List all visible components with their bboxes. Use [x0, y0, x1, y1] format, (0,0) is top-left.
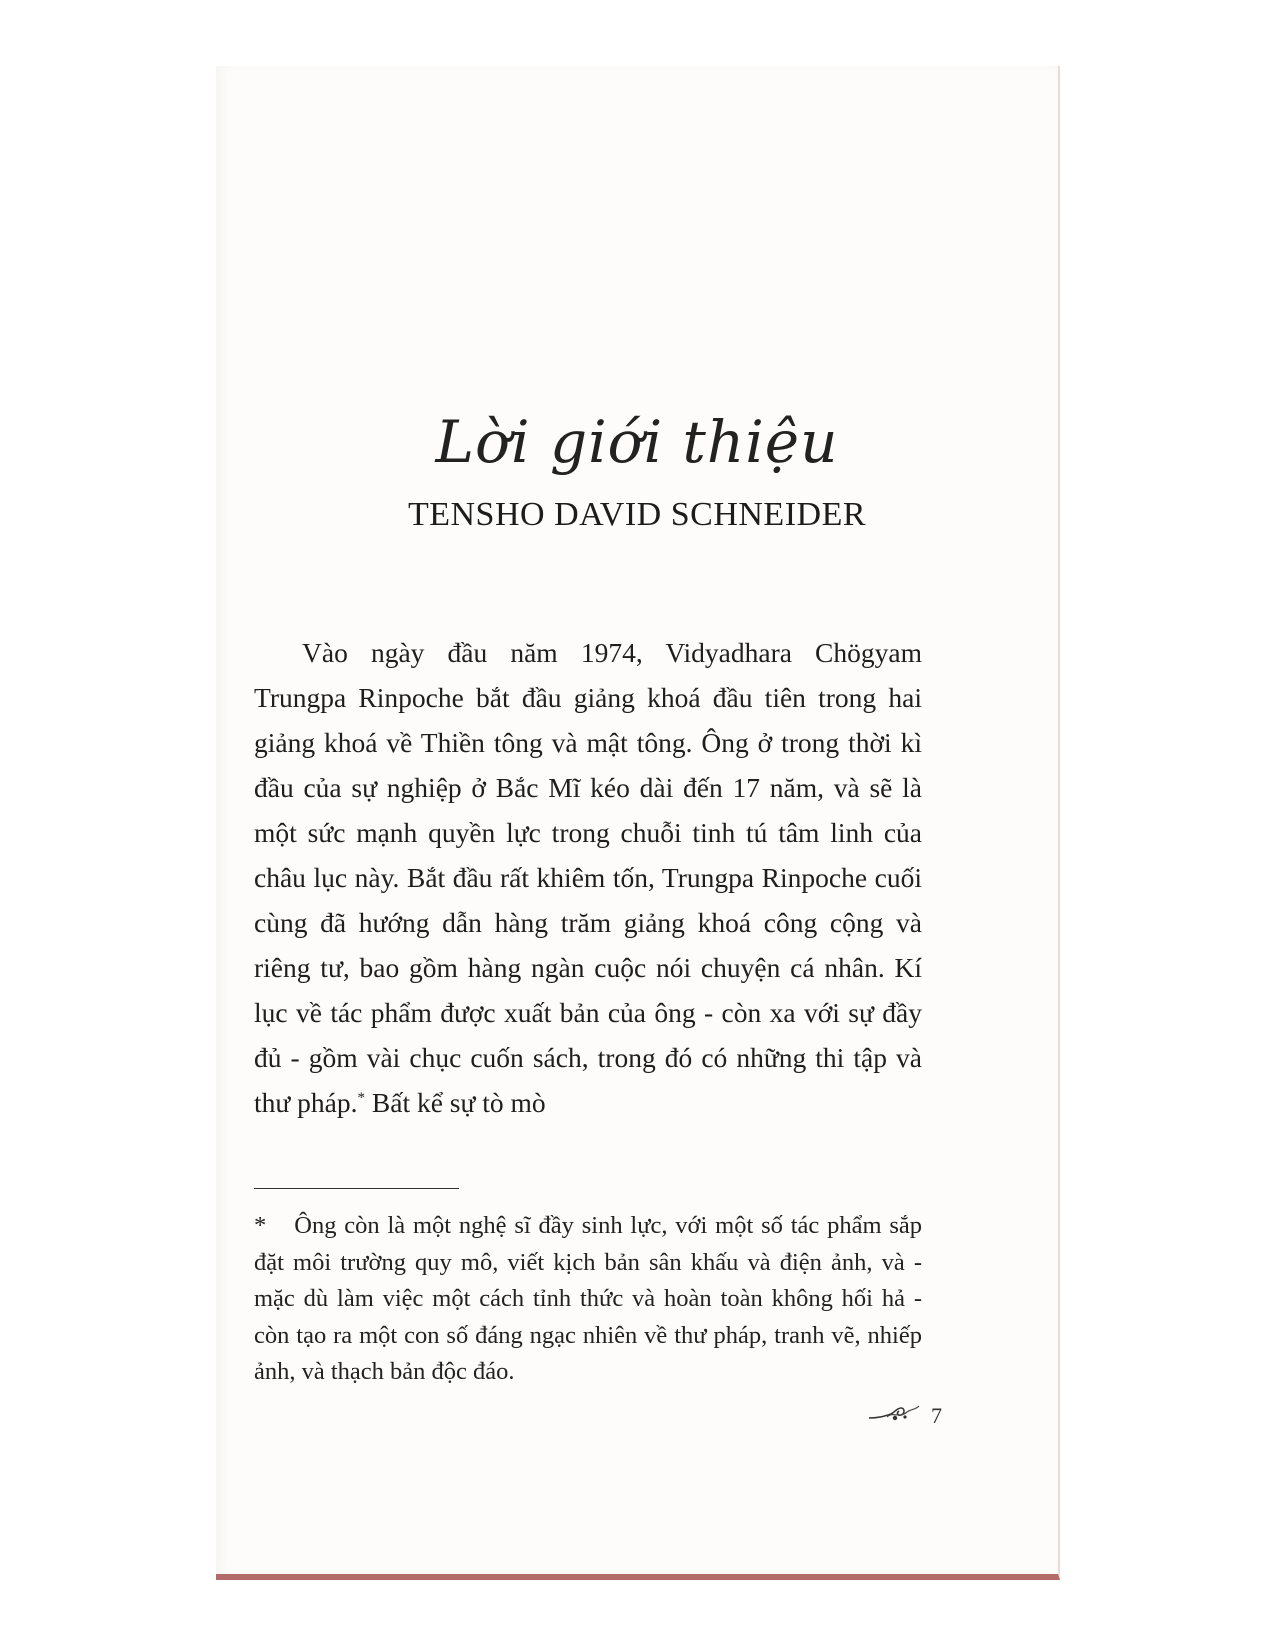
footnote-text: Ông còn là một nghệ sĩ đầy sinh lực, với một số tác phẩm sắp đặt môi trường quy mô, viết kịch bản sân khấu và điện ảnh, và - mặc dù làm việc một cách tỉnh thức và hoàn toàn không hối hả - còn tạo ra một con số đáng ngạc nhiên về thư pháp, tranh vẽ, nhiếp ảnh, và thạch bản độc đáo. [254, 1212, 922, 1385]
chapter-title: Lời giới thiệu [435, 408, 839, 476]
flourish-ornament-icon [867, 1402, 925, 1429]
body-continuation-text: Bất kể sự tò mò [371, 1087, 546, 1118]
footnote [254, 1208, 922, 1391]
body-paragraph [254, 630, 922, 1125]
footnote-divider [254, 1188, 459, 1189]
body-paragraph-text: Vào ngày đầu năm 1974, Vidyadhara Chögyam Trungpa Rinpoche bắt đầu giảng khoá đầu tiên trong hai giảng khoá về Thiền tông và mật tông. Ông ở trong thời kì đầu của sự nghiệp ở Bắc Mĩ kéo dài đến 17 năm, và sẽ là một sức mạnh quyền lực trong chuỗi tinh tú tâm linh của châu lục này. Bắt đầu rất khiêm tốn, Trungpa Rinpoche cuối cùng đã hướng dẫn hàng trăm giảng khoá công cộng và riêng tư, bao gồm hàng ngàn cuộc nói chuyện cá nhân. Kí lục về tác phẩm được xuất bản của ông - còn xa với sự đầy đủ - gồm vài chục cuốn sách, trong đó có những thi tập và thư pháp. [254, 637, 922, 1118]
footnote-marker: * [254, 1212, 267, 1239]
page-footer [867, 1402, 942, 1429]
chapter-author: TENSHO DAVID SCHNEIDER [407, 496, 867, 533]
page-number: 7 [931, 1402, 942, 1428]
footnote-reference: * [357, 1089, 366, 1106]
book-page [216, 66, 1060, 1580]
